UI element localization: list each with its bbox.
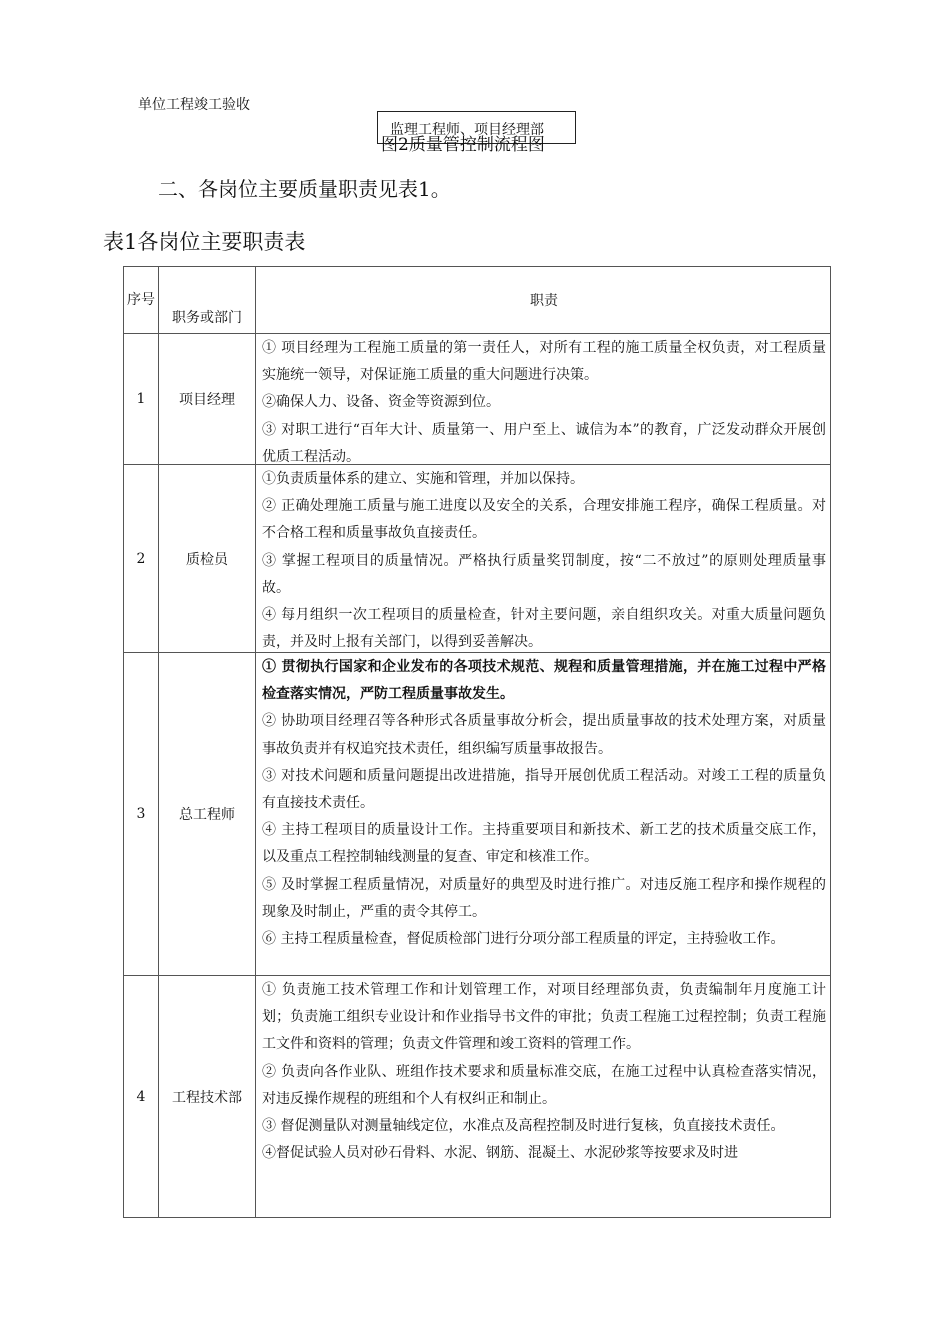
duty-item: ② 正确处理施工质量与施工进度以及安全的关系，合理安排施工程序，确保工程质量。对不合格工程和质量事故负直接责任。 [262,498,826,542]
row-duties [256,653,831,976]
flowchart-fragment-label: 单位工程竣工验收 [138,97,250,113]
table-header-row [124,267,831,334]
duty-item: ③ 督促测量队对测量轴线定位，水准点及高程控制及时进行复核，负直接技术责任。 [262,1118,785,1135]
header-duty: 职责 [256,267,831,334]
duty-item: ②确保人力、设备、资金等资源到位。 [262,394,500,411]
row-duties [256,976,831,1218]
row-duties [256,465,831,653]
duty-item: ① 贯彻执行国家和企业发布的各项技术规范、规程和质量管理措施，并在施工过程中严格检查落实情况，严防工程质量事故发生。 [262,659,826,703]
row-duties [256,334,831,465]
row-seq: 3 [124,653,159,976]
header-seq: 序号 [124,267,159,334]
flowchart-box-text: 监理工程师、项目经理部 [390,122,544,138]
duty-item: ② 负责向各作业队、班组作技术要求和质量标准交底，在施工过程中认真检查落实情况，对违反操作规程的班组和个人有权纠正和制止。 [262,1063,826,1107]
duty-item: ③ 对职工进行“百年大计、质量第一、用户至上、诚信为本”的教育，广泛发动群众开展创优质工程活动。 [262,421,826,465]
duty-item: ④ 主持工程项目的质量设计工作。主持重要项目和新技术、新工艺的技术质量交底工作，以及重点工程控制轴线测量的复查、审定和核准工作。 [262,822,826,866]
table-row [124,334,831,465]
table-row [124,465,831,653]
duty-item: ③ 掌握工程项目的质量情况。严格执行质量奖罚制度，按“二不放过”的原则处理质量事故。 [262,552,826,596]
section-heading: 二、各岗位主要质量职责见表1。 [158,177,451,201]
table-title: 表1各岗位主要职责表 [103,230,306,254]
figure-caption: 图2质量管控制流程图 [381,135,545,155]
row-dept: 项目经理 [159,334,256,465]
duty-item: ⑤ 及时掌握工程质量情况，对质量好的典型及时进行推广。对违反施工程序和操作规程的现象及时制止，严重的责令其停工。 [262,876,826,920]
row-seq: 4 [124,976,159,1218]
duty-item: ①负责质量体系的建立、实施和管理，并加以保持。 [262,471,584,487]
row-dept: 质检员 [159,465,256,653]
duty-item: ④督促试验人员对砂石骨料、水泥、钢筋、混凝土、水泥砂浆等按要求及时进 [262,1145,738,1162]
table-row [124,653,831,976]
table-row [124,976,831,1218]
row-dept: 总工程师 [159,653,256,976]
duty-item: ④ 每月组织一次工程项目的质量检查，针对主要问题，亲自组织攻关。对重大质量问题负责，并及时上报有关部门，以得到妥善解决。 [262,607,826,651]
duty-item: ⑥ 主持工程质量检查，督促质检部门进行分项分部工程质量的评定，主持验收工作。 [262,931,785,948]
duty-item: ③ 对技术问题和质量问题提出改进措施，指导开展创优质工程活动。对竣工工程的质量负有直接技术责任。 [262,767,826,812]
duty-item: ① 负责施工技术管理工作和计划管理工作，对项目经理部负责，负责编制年月度施工计划；负责施工组织专业设计和作业指导书文件的审批；负责工程施工过程控制；负责工程施工文件和资料的管理；负责文件管理和竣工资料的管理工作。 [262,982,826,1053]
header-dept: 职务或部门 [159,267,256,334]
row-dept: 工程技术部 [159,976,256,1218]
duty-item: ① 项目经理为工程施工质量的第一责任人，对所有工程的施工质量全权负责，对工程质量实施统一领导，对保证施工质量的重大问题进行决策。 [262,340,826,384]
row-seq: 2 [124,465,159,653]
duties-table [123,266,831,1218]
duty-item: ② 协助项目经理召等各种形式各质量事故分析会，提出质量事故的技术处理方案，对质量事故负责并有权追究技术责任，组织编写质量事故报告。 [262,713,826,757]
row-seq: 1 [124,334,159,465]
